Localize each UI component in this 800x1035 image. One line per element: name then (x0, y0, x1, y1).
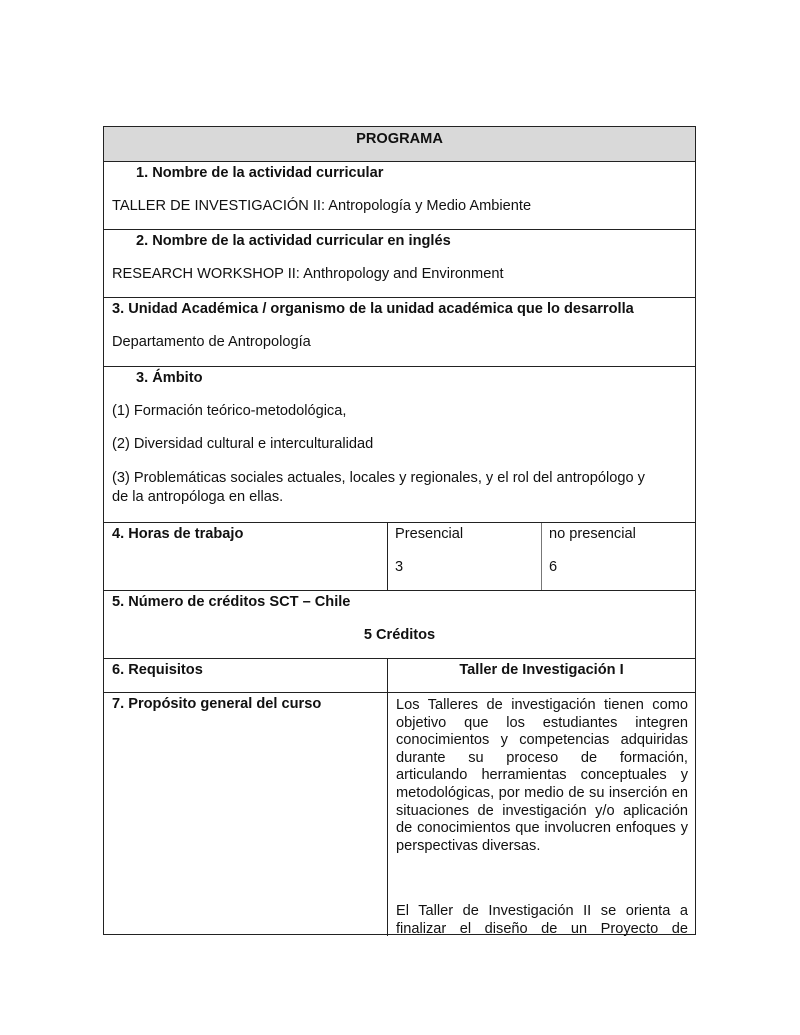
section-heading: 3. Unidad Académica / organismo de la unidad académica que lo desarrolla (112, 301, 634, 317)
section-work-hours (104, 523, 695, 591)
section-heading: 2. Nombre de la actividad curricular en inglés (136, 233, 451, 249)
section-academic-unit (104, 298, 695, 367)
section-requirements (104, 659, 695, 693)
no-presencial-value: 6 (549, 559, 558, 575)
ambito-item: (1) Formación teórico-metodológica, (112, 403, 347, 419)
purpose-label-cell (104, 693, 387, 936)
purpose-paragraph: El Taller de Investigación II se orienta a finalizar el diseño de un Proyecto de (396, 903, 688, 936)
section-heading: 6. Requisitos (112, 662, 203, 678)
requirements-value: Taller de Investigación I (459, 662, 624, 678)
section-heading: 7. Propósito general del curso (112, 696, 322, 712)
ambito-item: (3) Problemáticas sociales actuales, locales y regionales, y el rol del antropólogo y (112, 470, 645, 486)
ambito-item: de la antropóloga en ellas. (112, 489, 284, 505)
program-header-row (104, 127, 695, 162)
presencial-cell (387, 523, 541, 590)
activity-name-value: TALLER DE INVESTIGACIÓN II: Antropología y Medio Ambiente (112, 198, 532, 214)
purpose-text-cell (387, 693, 695, 936)
purpose-paragraph: Los Talleres de investigación tienen como objetivo que los estudiantes integren conocimientos y competencias adquiridas durante su proceso de formación, articulando herramientas conceptuales y metodológicas, por medio de su inserción en situaciones de investigación y/o aplicación de conocimientos que involucren enfoques y perspectivas diversas. (396, 697, 688, 854)
work-hours-label-cell (104, 523, 387, 590)
credits-value: 5 Créditos (363, 627, 436, 643)
section-heading: 1. Nombre de la actividad curricular (136, 165, 384, 181)
program-title: PROGRAMA (356, 131, 443, 147)
no-presencial-cell (541, 523, 695, 590)
section-heading: 4. Horas de trabajo (112, 526, 244, 542)
activity-name-english-value: RESEARCH WORKSHOP II: Anthropology and Environment (112, 266, 504, 282)
program-table (103, 126, 696, 935)
presencial-label: Presencial (395, 526, 464, 542)
no-presencial-label: no presencial (549, 526, 636, 542)
requirements-label-cell (104, 659, 387, 692)
section-activity-name-english (104, 230, 695, 298)
section-course-purpose (104, 693, 695, 936)
section-activity-name (104, 162, 695, 230)
academic-unit-value: Departamento de Antropología (112, 334, 311, 350)
section-ambito (104, 367, 695, 523)
ambito-item: (2) Diversidad cultural e interculturalidad (112, 436, 374, 452)
section-heading: 3. Ámbito (136, 370, 203, 386)
presencial-value: 3 (395, 559, 404, 575)
section-credits (104, 591, 695, 659)
requirements-value-cell (387, 659, 695, 692)
section-heading: 5. Número de créditos SCT – Chile (112, 594, 351, 610)
